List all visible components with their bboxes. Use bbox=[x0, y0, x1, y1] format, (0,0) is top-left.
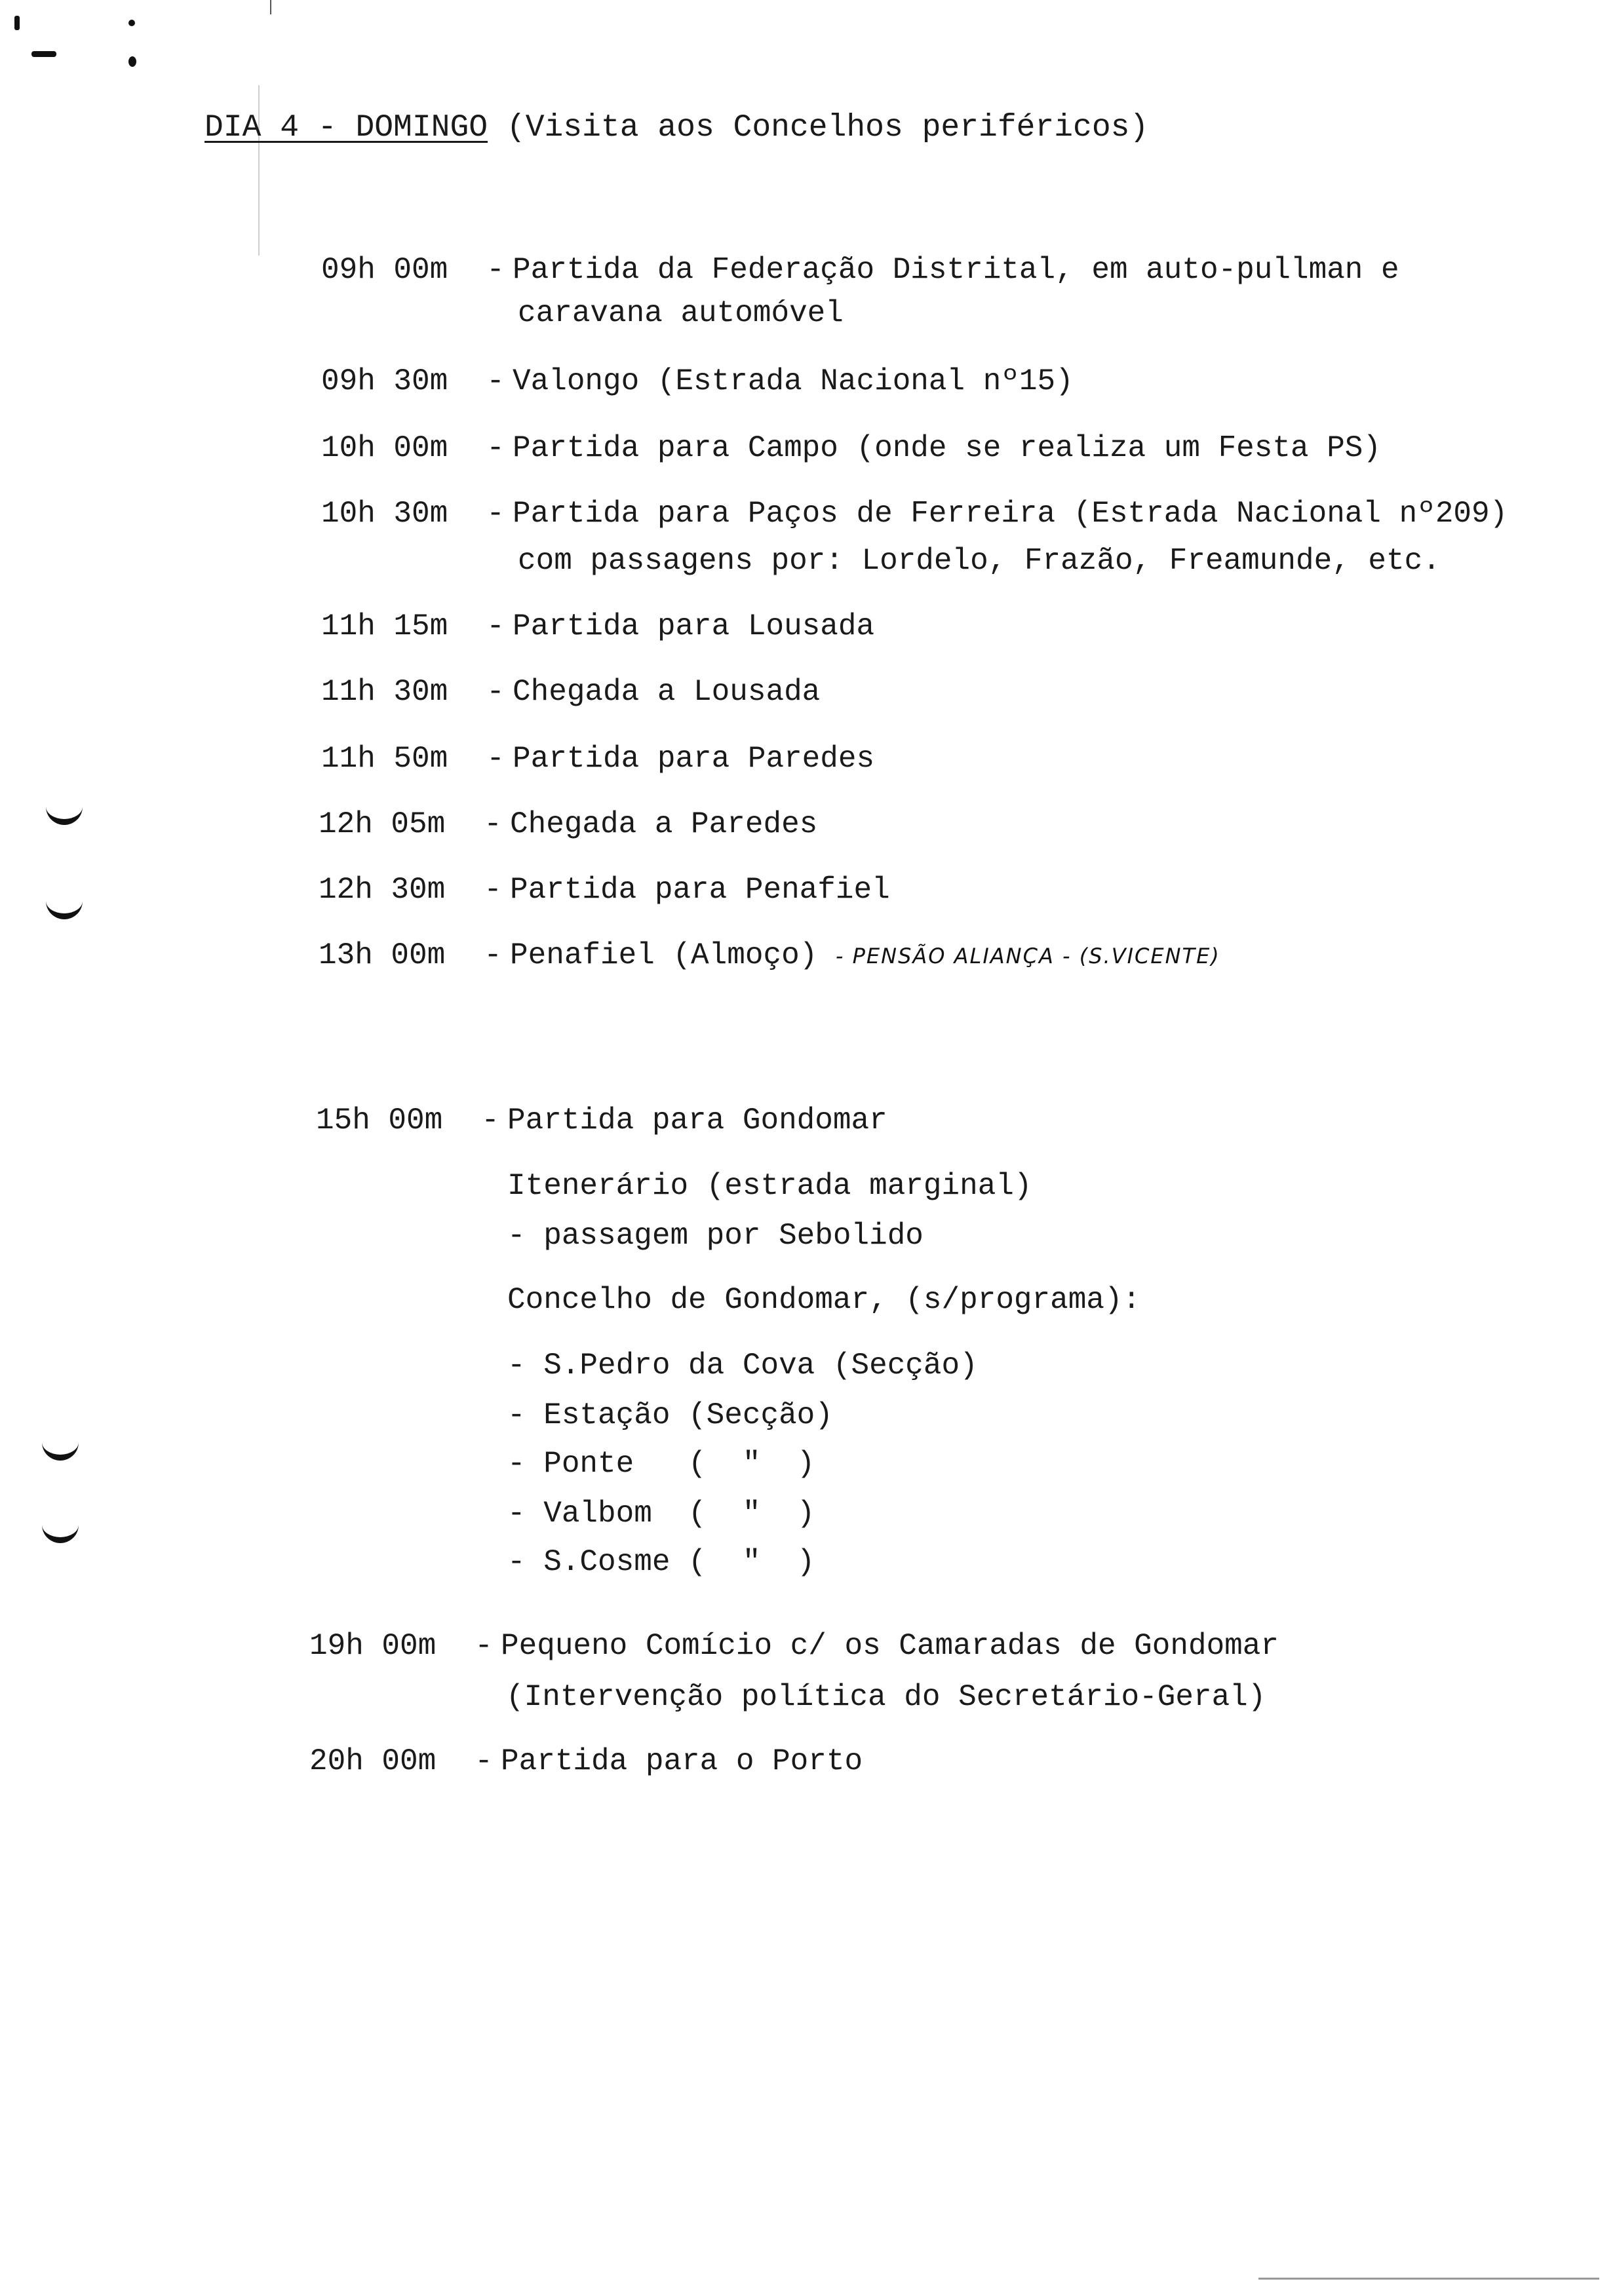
dash: - bbox=[481, 1103, 499, 1138]
schedule-time: 11h 30m bbox=[321, 675, 448, 709]
schedule-time: 15h 00m bbox=[316, 1103, 443, 1138]
schedule-row bbox=[321, 426, 1381, 470]
schedule-row bbox=[309, 1739, 863, 1784]
council-line: Concelho de Gondomar, (s/programa): bbox=[507, 1283, 1141, 1317]
schedule-description: Partida para Paços de Ferreira (Estrada Nacional nº209) bbox=[513, 497, 1508, 531]
council-item: - Ponte ( " ) bbox=[507, 1447, 815, 1481]
schedule-row bbox=[321, 670, 820, 714]
schedule-row bbox=[321, 491, 1508, 536]
dash: - bbox=[486, 253, 505, 287]
schedule-row bbox=[316, 1098, 887, 1143]
schedule-time: 19h 00m bbox=[309, 1629, 437, 1663]
schedule-description: Partida para Lousada bbox=[513, 609, 875, 643]
council-item: - S.Cosme ( " ) bbox=[507, 1545, 815, 1579]
dash: - bbox=[484, 873, 502, 907]
dash: - bbox=[475, 1744, 493, 1778]
schedule-description: Pequeno Comício c/ os Camaradas de Gondomar bbox=[501, 1629, 1279, 1663]
handwritten-note: - PENSÃO ALIANÇA - (S.VICENTE) bbox=[835, 944, 1220, 968]
schedule-description: Penafiel (Almoço) bbox=[510, 938, 818, 972]
dash: - bbox=[486, 497, 505, 531]
schedule-time: 20h 00m bbox=[309, 1744, 437, 1778]
schedule-row bbox=[321, 248, 1399, 292]
corner-mark bbox=[128, 56, 136, 67]
schedule-row bbox=[309, 1624, 1279, 1668]
punch-hole-mark bbox=[42, 1436, 79, 1461]
dash: - bbox=[486, 742, 505, 776]
schedule-description: Valongo (Estrada Nacional nº15) bbox=[513, 364, 1074, 398]
dash: - bbox=[475, 1629, 493, 1663]
passage-line: - passagem por Sebolido bbox=[507, 1219, 924, 1253]
punch-hole-mark bbox=[46, 895, 83, 919]
schedule-row bbox=[321, 737, 874, 781]
council-item: - S.Pedro da Cova (Secção) bbox=[507, 1349, 978, 1383]
schedule-row bbox=[319, 868, 890, 912]
page-crease bbox=[270, 0, 271, 14]
schedule-row bbox=[321, 359, 1074, 404]
dash: - bbox=[486, 431, 505, 465]
page-edge bbox=[1258, 2278, 1599, 2280]
schedule-continuation: com passagens por: Lordelo, Frazão, Freamunde, etc. bbox=[518, 544, 1441, 578]
schedule-description: Partida para Campo (onde se realiza um Festa PS) bbox=[513, 431, 1382, 465]
schedule-description: Partida para Gondomar bbox=[507, 1103, 887, 1138]
corner-mark bbox=[128, 20, 135, 26]
dash: - bbox=[484, 807, 502, 841]
punch-hole-mark bbox=[42, 1519, 79, 1543]
schedule-continuation: (Intervenção política do Secretário-Geral) bbox=[506, 1680, 1266, 1714]
punch-hole-mark bbox=[46, 801, 83, 825]
schedule-description: Partida para Penafiel bbox=[510, 873, 890, 907]
schedule-description: Partida para o Porto bbox=[501, 1744, 863, 1778]
schedule-time: 10h 30m bbox=[321, 497, 448, 531]
schedule-time: 13h 00m bbox=[319, 938, 446, 972]
schedule-row bbox=[321, 604, 874, 649]
itinerary-line: Itenerário (estrada marginal) bbox=[507, 1169, 1032, 1203]
council-item: - Valbom ( " ) bbox=[507, 1497, 815, 1531]
dash: - bbox=[486, 675, 505, 709]
schedule-time: 11h 15m bbox=[321, 609, 448, 643]
corner-mark bbox=[14, 16, 20, 30]
schedule-description: Chegada a Lousada bbox=[513, 675, 821, 709]
dash: - bbox=[486, 364, 505, 398]
dash: - bbox=[486, 609, 505, 643]
council-item: - Estação (Secção) bbox=[507, 1398, 833, 1432]
schedule-time: 10h 00m bbox=[321, 431, 448, 465]
schedule-description: Partida para Paredes bbox=[513, 742, 875, 776]
schedule-time: 09h 30m bbox=[321, 364, 448, 398]
schedule-time: 12h 05m bbox=[319, 807, 446, 841]
schedule-description: Chegada a Paredes bbox=[510, 807, 818, 841]
schedule-time: 12h 30m bbox=[319, 873, 446, 907]
schedule-time: 11h 50m bbox=[321, 742, 448, 776]
day-subtitle: (Visita aos Concelhos periféricos) bbox=[506, 110, 1149, 145]
schedule-row bbox=[319, 933, 1220, 978]
schedule-description: Partida da Federação Distrital, em auto-pullman e bbox=[513, 253, 1399, 287]
day-heading bbox=[204, 110, 1148, 145]
dash: - bbox=[484, 938, 502, 972]
day-title: DIA 4 - DOMINGO bbox=[204, 110, 488, 145]
corner-mark bbox=[31, 51, 56, 57]
schedule-continuation: caravana automóvel bbox=[518, 296, 844, 330]
schedule-row bbox=[319, 802, 817, 847]
schedule-time: 09h 00m bbox=[321, 253, 448, 287]
